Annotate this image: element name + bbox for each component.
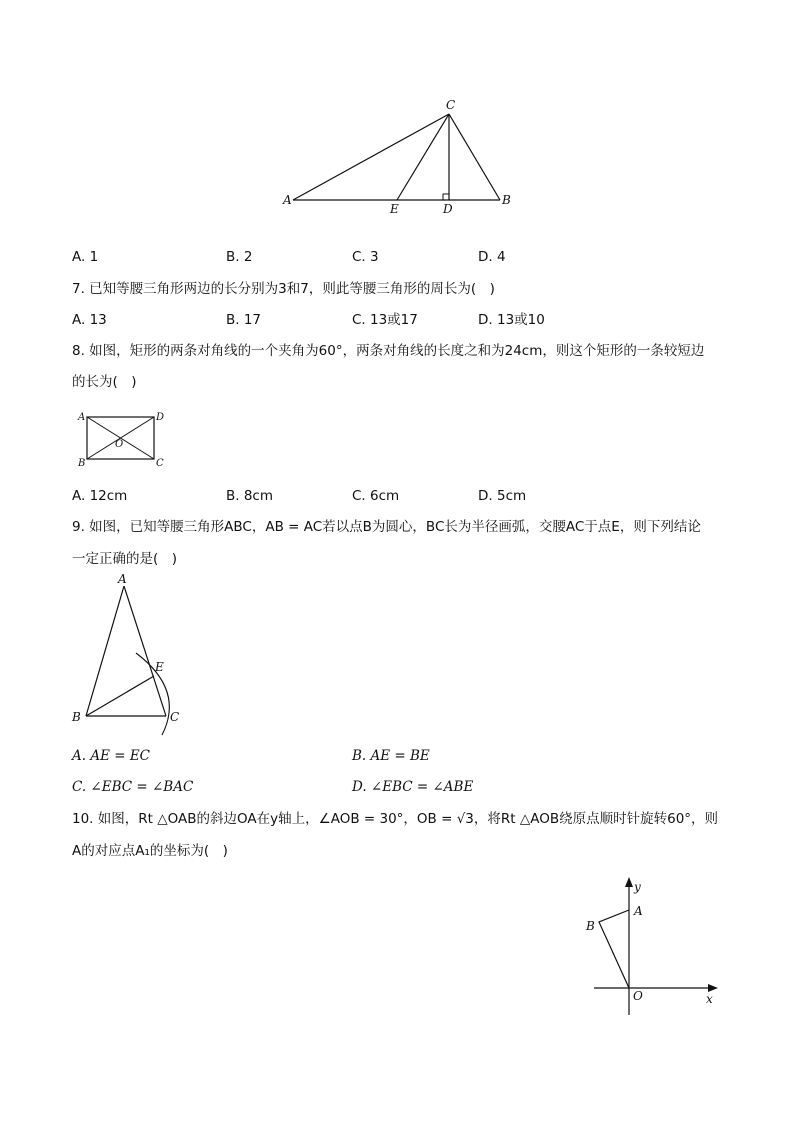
label-d: D [156, 412, 165, 423]
q6-option-a: A. 1 [72, 249, 99, 265]
q6-option-d: D. 4 [478, 249, 506, 265]
label-a: A [283, 193, 292, 207]
q8-option-c: C. 6cm [352, 488, 400, 504]
label-c: C [156, 458, 164, 469]
q8-option-b: B. 8cm [226, 488, 274, 504]
label-c: C [170, 710, 180, 724]
q6-option-b: B. 2 [226, 249, 253, 265]
q9-stem-line1: 9. 如图，已知等腰三角形ABC，AB = AC若以点B为圆心，BC长为半径画弧，交腰AC于点E，则下列结论 [72, 519, 701, 535]
q8-option-a: A. 12cm [72, 488, 128, 504]
label-a: A [78, 412, 86, 423]
q7-option-a: A. 13 [72, 312, 107, 328]
q9-option-b: B. AE = BE [352, 748, 430, 764]
q10-stem-line2: A的对应点A₁的坐标为( ) [72, 843, 228, 859]
q9-stem-line2: 一定正确的是( ) [72, 551, 178, 567]
label-b: B [586, 919, 595, 933]
label-o: O [633, 989, 643, 1003]
label-b: B [72, 710, 81, 724]
q6-option-c: C. 3 [352, 249, 379, 265]
label-b: B [502, 193, 511, 207]
label-c: C [446, 98, 456, 112]
q7-option-c: C. 13或17 [352, 312, 418, 328]
q8-option-d: D. 5cm [478, 488, 527, 504]
q8-stem-line2: 的长为( ) [72, 374, 137, 390]
q7-option-d: D. 13或10 [478, 312, 545, 328]
q9-option-a: A. AE = EC [72, 748, 151, 764]
label-y: y [634, 880, 641, 894]
q7-stem: 7. 已知等腰三角形两边的长分别为3和7，则此等腰三角形的周长为( ) [72, 281, 495, 297]
label-b: B [78, 458, 86, 469]
label-e: E [155, 660, 164, 674]
rectangle-abcd-figure [72, 405, 172, 470]
label-o: O [115, 439, 124, 450]
q8-stem-line1: 8. 如图，矩形的两条对角线的一个夹角为60°，两条对角线的长度之和为24cm，则这个矩形的一条较短边 [72, 343, 705, 359]
q7-option-b: B. 17 [226, 312, 262, 328]
q10-stem-line1: 10. 如图，Rt △OAB的斜边OA在y轴上，∠AOB = 30°，OB = √3，将Rt △AOB绕原点顺时针旋转60°，则 [72, 811, 719, 827]
label-a: A [118, 572, 127, 586]
label-x: x [706, 992, 713, 1006]
label-d: D [443, 202, 453, 216]
q9-option-d: D. ∠EBC = ∠ABE [352, 779, 474, 795]
label-a: A [634, 904, 643, 918]
label-e: E [390, 202, 399, 216]
isosceles-triangle-figure [68, 570, 198, 740]
q9-option-c: C. ∠EBC = ∠BAC [72, 779, 194, 795]
coordinate-figure [580, 870, 725, 1020]
triangle-abc-figure [270, 92, 530, 222]
